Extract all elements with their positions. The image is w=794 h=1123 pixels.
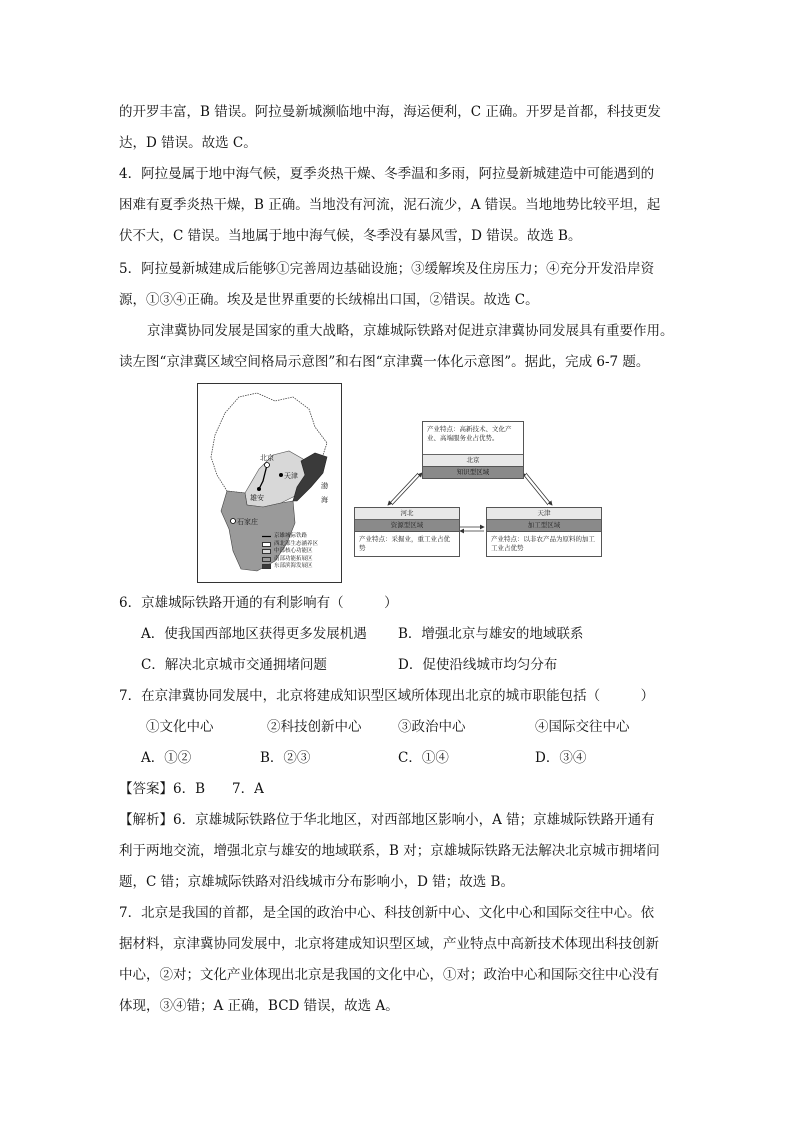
legend-item-railway: 京雄城际铁路 xyxy=(274,533,308,539)
answer-line: 【答案】6．B 7．A xyxy=(119,781,264,797)
map-label-xiongan: 雄安 xyxy=(250,494,264,502)
analysis-line-5: 据材料，京津冀协同发展中，北京将建成知识型区域，产业特点中高新技术体现出科技创新 xyxy=(119,936,659,952)
map-label-tianjin: 天津 xyxy=(284,472,298,480)
map-label-bohai-1: 渤 xyxy=(321,482,328,490)
q6-option-c: C．解决北京城市交通拥堵问题 xyxy=(141,657,327,673)
intro-line-1: 京津冀协同发展是国家的重大战略，京雄城际铁路对促进京津冀协同发展具有重要作用。 xyxy=(147,323,674,339)
map-label-shijiazhuang: 石家庄 xyxy=(237,518,258,526)
integration-diagram xyxy=(352,421,604,561)
q7-item-2: ②科技创新中心 xyxy=(267,719,362,735)
tianjin-name: 天津 xyxy=(487,508,601,520)
text-line-7: 源，①③④正确。埃及是世界重要的长绒棉出口国，②错误。故选 C。 xyxy=(119,292,539,308)
text-line-4: 困难有夏季炎热干燥，B 正确。当地没有河流，泥石流少，A 错误。当地地势比较平坦，起 xyxy=(119,197,661,213)
q6-stem: 6．京雄城际铁路开通的有利影响有（ ） xyxy=(119,595,398,611)
xiongan-marker xyxy=(257,487,261,491)
map-legend xyxy=(262,533,318,571)
map-label-beijing: 北京 xyxy=(260,454,274,462)
text-line-5: 伏不大，C 错误。当地属于地中海气候，冬季没有暴风雪，D 错误。故选 B。 xyxy=(119,228,582,244)
q7-item-3: ③政治中心 xyxy=(398,719,466,735)
q7-item-1: ①文化中心 xyxy=(146,719,214,735)
legend-item-south: 南部功能拓展区 xyxy=(262,556,318,564)
beijing-box xyxy=(422,421,524,479)
hebei-name: 河北 xyxy=(355,508,459,520)
beijing-desc: 产业特点：高新技术、文化产业、高端服务业占优势。 xyxy=(427,425,512,442)
legend-item-northwest: 西北部生态涵养区 xyxy=(262,541,318,549)
q7-option-c: C．①④ xyxy=(398,750,449,766)
intro-line-2: 读左图“京津冀区域空间格局示意图”和右图“京津冀一体化示意图”。据此，完成 6-7 题。 xyxy=(119,354,650,370)
analysis-line-1: 【解析】6．京雄城际铁路位于华北地区，对西部地区影响小，A 错；京雄城际铁路开通有 xyxy=(119,812,655,828)
analysis-line-3: 题，C 错；京雄城际铁路对沿线城市分布影响小，D 错；故选 B。 xyxy=(119,874,514,890)
q7-item-4: ④国际交往中心 xyxy=(535,719,630,735)
text-line-6: 5．阿拉曼新城建成后能够①完善周边基础设施；③缓解埃及住房压力；④充分开发沿岸资 xyxy=(119,261,655,277)
analysis-line-7: 体现，③④错；A 正确，BCD 错误，故选 A。 xyxy=(119,998,399,1014)
q7-option-a: A．①② xyxy=(141,750,192,766)
map-label-bohai-2: 海 xyxy=(321,496,328,504)
analysis-line-4: 7．北京是我国的首都，是全国的政治中心、科技创新中心、文化中心和国际交往中心。依 xyxy=(119,905,655,921)
shijiazhuang-marker xyxy=(231,519,236,524)
q6-option-a: A．使我国西部地区获得更多发展机遇 xyxy=(141,626,367,642)
analysis-line-6: 中心，②对；文化产业体现出北京是我国的文化中心，①对；政治中心和国际交往中心没有 xyxy=(119,967,659,983)
hebei-type: 资源型区域 xyxy=(355,520,459,532)
hebei-desc: 产业特点：采掘业，重工业占优势 xyxy=(359,535,450,552)
q6-option-b: B．增强北京与雄安的地域联系 xyxy=(398,626,584,642)
hebei-box xyxy=(354,507,460,557)
tianjin-type: 加工型区域 xyxy=(487,520,601,532)
analysis-line-2: 利于两地交流，增强北京与雄安的地域联系，B 对；京雄城际铁路无法解决北京城市拥堵问 xyxy=(119,843,660,859)
beijing-type: 知识型区域 xyxy=(423,466,523,478)
beijing-name: 北京 xyxy=(423,454,523,466)
tianjin-desc: 产业特点：以非农产品为原料的加工工业占优势 xyxy=(491,535,595,552)
q6-option-d: D．促使沿线城市均匀分布 xyxy=(398,657,558,673)
q7-stem: 7．在京津冀协同发展中，北京将建成知识型区域所体现出北京的城市职能包括（ ） xyxy=(119,688,655,704)
tianjin-marker xyxy=(279,473,283,477)
tianjin-box xyxy=(486,507,602,557)
text-line-3: 4．阿拉曼属于地中海气候，夏季炎热干燥、冬季温和多雨，阿拉曼新城建造中可能遇到的 xyxy=(119,166,655,182)
legend-item-central: 中部核心功能区 xyxy=(262,548,318,556)
text-line-2: 达，D 错误。故选 C。 xyxy=(119,135,257,151)
legend-item-east: 东部滨海发展区 xyxy=(262,563,318,571)
q7-option-b: B．②③ xyxy=(260,750,311,766)
text-line-1: 的开罗丰富，B 错误。阿拉曼新城濒临地中海，海运便利，C 正确。开罗是首都，科技更发 xyxy=(119,104,661,120)
q7-option-d: D．③④ xyxy=(535,750,587,766)
beijing-marker xyxy=(265,463,270,468)
